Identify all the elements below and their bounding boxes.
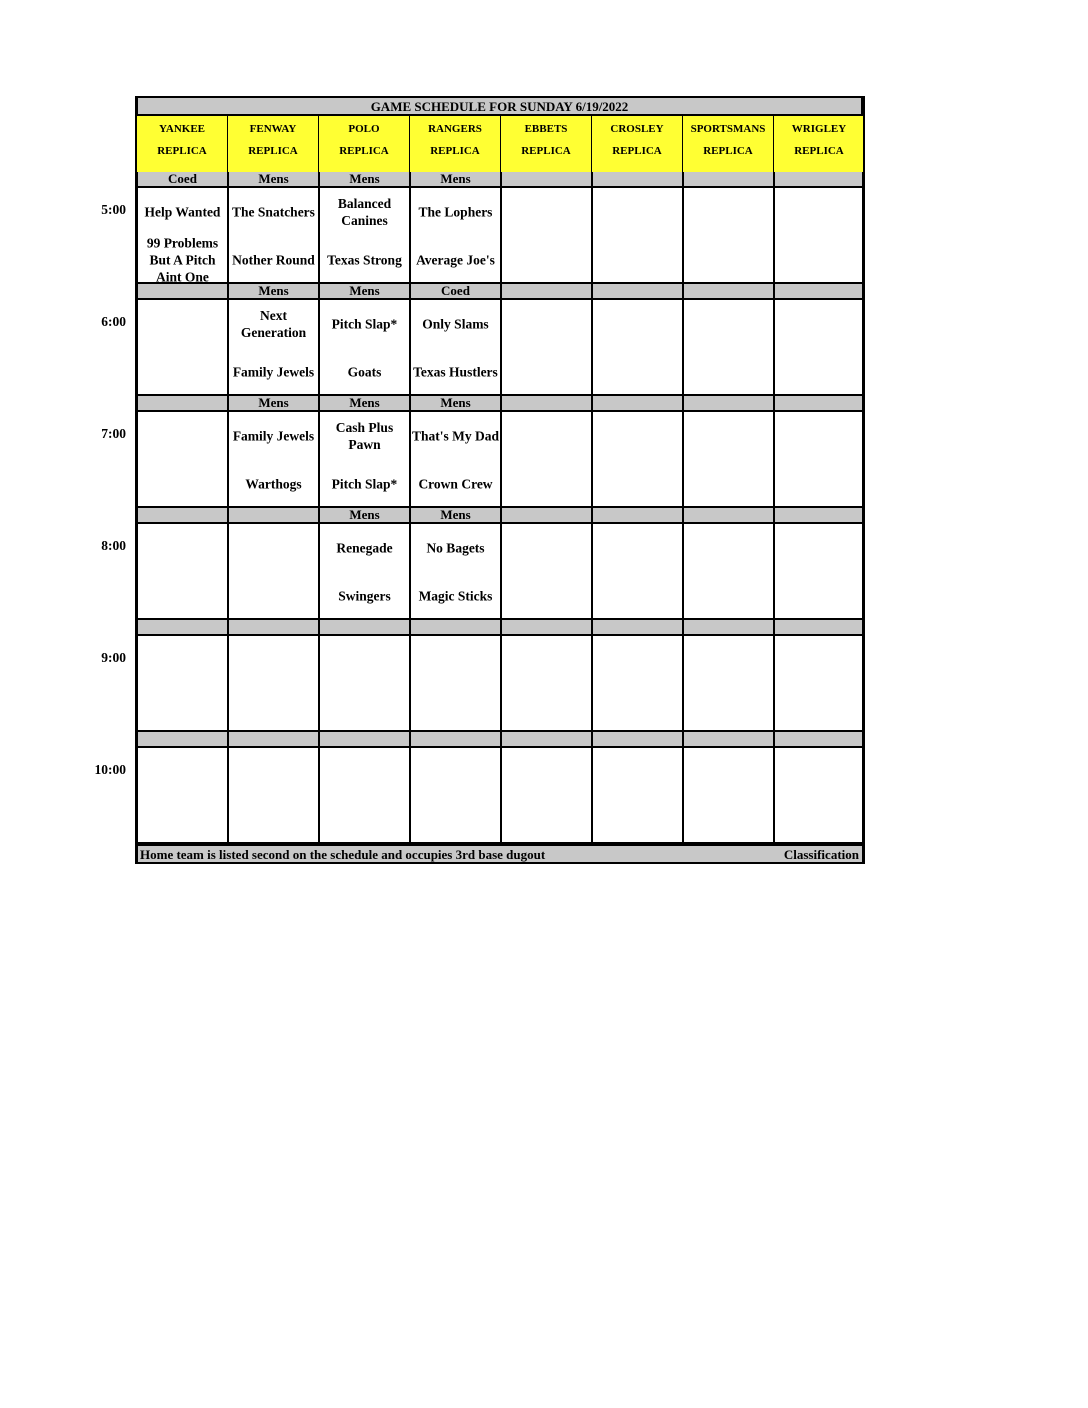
game-cell [682,522,773,620]
game-cell [136,634,227,732]
field-header-sportsmans [682,116,773,172]
classification-cell [500,620,591,634]
field-subtitle: REPLICA [157,145,207,157]
footer-legend: Classification [783,847,859,862]
home-team: Swingers [338,588,391,604]
home-team: Goats [347,364,382,380]
away-team: Renegade [336,540,393,556]
classification-cell [136,396,227,410]
field-header-fenway [227,116,318,172]
classification-bar [136,284,864,298]
field-name: CROSLEY [610,123,664,135]
game-cell [227,410,318,508]
game-cell [136,522,227,620]
time-slot-row [136,522,864,620]
game-cell [318,410,409,508]
time-label: 10:00 [94,762,126,777]
game-cell [773,634,864,732]
classification-cell [591,732,682,746]
time-slot-row [136,186,864,284]
game-cell [409,410,500,508]
classification-cell [591,284,682,298]
classification-cell [500,284,591,298]
classification-cell [591,508,682,522]
away-team: The Lophers [418,204,493,220]
field-subtitle: REPLICA [248,145,298,157]
classification-cell [136,620,227,634]
game-cell [136,186,227,284]
classification-cell [682,172,773,186]
field-name: YANKEE [158,123,206,135]
field-name: SPORTSMANS [690,123,766,135]
game-cell [591,186,682,284]
classification-bar [136,732,864,746]
game-cell [409,522,500,620]
classification-cell: Mens [227,172,318,186]
field-name: EBBETS [524,123,568,135]
game-cell [318,186,409,284]
field-header-polo [318,116,409,172]
time-slot-row [136,634,864,732]
classification-cell: Mens [318,284,409,298]
field-header-row [136,116,864,172]
classification-cell [591,620,682,634]
classification-cell: Coed [136,172,227,186]
game-cell [591,634,682,732]
game-cell [318,522,409,620]
away-team: Pitch Slap* [331,316,398,332]
classification-cell [773,172,864,186]
schedule-footer [136,844,864,864]
home-team: Texas Strong [327,252,402,268]
classification-cell [227,732,318,746]
classification-cell: Mens [318,172,409,186]
home-team: Average Joe's [416,252,495,268]
field-subtitle: REPLICA [339,145,389,157]
classification-cell [500,508,591,522]
game-cell [500,410,591,508]
footer-note: Home team is listed second on the schedule and occupies 3rd base dugout [140,847,546,862]
game-cell [682,746,773,844]
game-cell [773,298,864,396]
time-label: 8:00 [101,538,126,553]
game-cell [318,634,409,732]
classification-cell [682,396,773,410]
away-team: That's My Dad [411,428,499,444]
classification-cell [591,396,682,410]
field-subtitle: REPLICA [703,145,753,157]
home-team: Magic Sticks [418,588,493,604]
classification-cell [773,508,864,522]
game-cell [773,186,864,284]
time-slot-row [136,410,864,508]
home-team: Warthogs [245,476,302,492]
classification-cell [136,284,227,298]
game-cell [682,298,773,396]
classification-cell [318,620,409,634]
classification-cell [409,620,500,634]
field-name: RANGERS [428,123,482,135]
classification-cell [682,732,773,746]
classification-bar [136,172,864,186]
classification-cell [318,732,409,746]
game-cell [227,746,318,844]
away-team: Next Generation [240,308,307,340]
game-cell [500,298,591,396]
classification-cell [682,284,773,298]
game-cell [500,186,591,284]
classification-cell [500,732,591,746]
away-team: Only Slams [422,316,489,332]
classification-cell [500,396,591,410]
field-subtitle: REPLICA [612,145,662,157]
field-header-rangers [409,116,500,172]
game-cell [773,522,864,620]
field-header-wrigley [773,116,864,172]
classification-cell [136,732,227,746]
game-cell [409,186,500,284]
classification-cell: Mens [227,396,318,410]
classification-cell: Coed [409,284,500,298]
classification-bar [136,620,864,634]
classification-cell: Mens [318,508,409,522]
time-label: 9:00 [101,650,126,665]
classification-cell [682,620,773,634]
game-cell [136,298,227,396]
classification-cell [773,732,864,746]
field-header-ebbets [500,116,591,172]
game-cell [227,186,318,284]
game-cell [591,298,682,396]
schedule-title: GAME SCHEDULE FOR SUNDAY 6/19/2022 [136,96,863,116]
field-subtitle: REPLICA [430,145,480,157]
field-name: WRIGLEY [791,123,847,135]
classification-cell [409,732,500,746]
time-label: 7:00 [101,426,126,441]
game-cell [409,634,500,732]
home-team: Nother Round [232,252,315,268]
classification-cell [591,172,682,186]
game-cell [591,410,682,508]
home-team: Family Jewels [232,364,315,380]
away-team: Family Jewels [232,428,315,444]
classification-cell: Mens [227,284,318,298]
game-cell [136,410,227,508]
away-team: Help Wanted [144,204,221,220]
field-header-yankee [136,116,227,172]
away-team: No Bagets [426,540,485,556]
home-team: 99 Problems But A Pitch Aint One [146,235,219,285]
away-team: Balanced Canines [337,196,392,228]
classification-cell: Mens [409,172,500,186]
classification-cell [136,508,227,522]
game-cell [500,522,591,620]
time-label: 6:00 [101,314,126,329]
game-cell [773,746,864,844]
game-cell [409,298,500,396]
field-name: POLO [348,123,380,135]
time-label: 5:00 [101,202,126,217]
classification-cell: Mens [409,508,500,522]
game-cell [682,186,773,284]
game-cell [682,634,773,732]
game-cell [318,298,409,396]
game-cell [409,746,500,844]
classification-cell [227,620,318,634]
classification-cell [500,172,591,186]
field-subtitle: REPLICA [521,145,571,157]
game-cell [500,746,591,844]
field-subtitle: REPLICA [794,145,844,157]
home-team: Pitch Slap* [331,476,398,492]
classification-bar [136,508,864,522]
game-cell [500,634,591,732]
game-cell [227,298,318,396]
game-cell [682,410,773,508]
game-cell [591,746,682,844]
home-team: Crown Crew [418,476,493,492]
game-cell [318,746,409,844]
field-name: FENWAY [249,123,297,135]
classification-cell [773,396,864,410]
game-cell [136,746,227,844]
classification-cell [773,620,864,634]
game-cell [773,410,864,508]
classification-cell [227,508,318,522]
game-cell [227,634,318,732]
time-slot-row [136,746,864,844]
field-header-crosley [591,116,682,172]
classification-cell: Mens [318,396,409,410]
classification-cell [773,284,864,298]
away-team: The Snatchers [232,204,315,220]
classification-cell [682,508,773,522]
game-cell [591,522,682,620]
classification-cell: Mens [409,396,500,410]
time-slot-row [136,298,864,396]
game-cell [227,522,318,620]
home-team: Texas Hustlers [413,364,498,380]
classification-bar [136,396,864,410]
away-team: Cash Plus Pawn [335,420,394,452]
